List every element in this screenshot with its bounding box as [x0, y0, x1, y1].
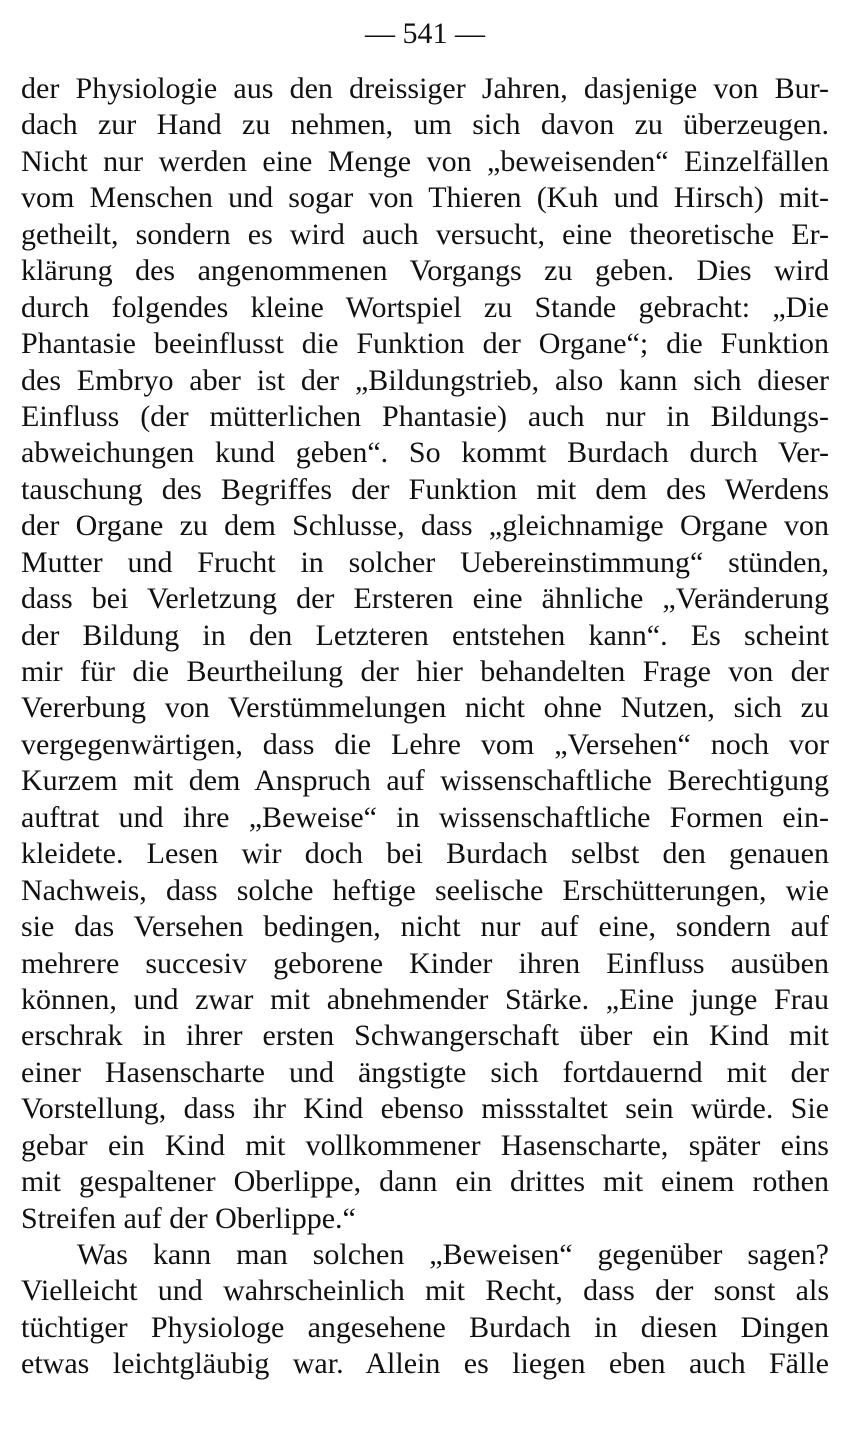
text-line: mehrere succesiv geborene Kinder ihren Einfluss ausüben: [21, 946, 829, 980]
text-line: tüchtiger Physiologe angesehene Burdach in diesen Dingen: [21, 1310, 829, 1344]
text-line: mir für die Beurtheilung der hier behandelten Frage von der: [21, 655, 829, 688]
text-line: vergegenwärtigen, dass die Lehre vom „Versehen“ noch vor: [21, 727, 829, 761]
text-line: Mutter und Frucht in solcher Uebereinstimmung“ stünden,: [21, 545, 829, 579]
text-line: einer Hasenscharte und ängstigte sich fortdauernd mit der: [21, 1055, 829, 1089]
text-line: Vererbung von Verstümmelungen nicht ohne Nutzen, sich zu: [21, 691, 829, 725]
text-line: mit gespaltener Oberlippe, dann ein drittes mit einem rothen: [21, 1165, 829, 1199]
text-line: kleidete. Lesen wir doch bei Burdach selbst den genauen: [21, 837, 829, 871]
text-line: tauschung des Begriffes der Funktion mit dem des Werdens: [21, 472, 829, 506]
text-line: auftrat und ihre „Beweise“ in wissenschaftliche Formen ein-: [21, 800, 829, 834]
text-line: vom Menschen und sogar von Thieren (Kuh und Hirsch) mit-: [21, 181, 829, 215]
text-line: Nicht nur werden eine Menge von „beweisenden“ Einzelfällen: [21, 144, 829, 178]
paragraph-first-line: Was kann man solchen „Beweisen“ gegenüber sagen?: [77, 1238, 829, 1271]
text-line: Einfluss (der mütterlichen Phantasie) auch nur in Bildungs-: [21, 399, 829, 433]
text-line: des Embryo aber ist der „Bildungstrieb, also kann sich dieser: [21, 363, 829, 397]
text-line: Kurzem mit dem Anspruch auf wissenschaftliche Berechtigung: [21, 764, 829, 798]
text-line: dass bei Verletzung der Ersteren eine ähnliche „Veränderung: [21, 582, 829, 616]
text-line: Vielleicht und wahrscheinlich mit Recht, dass der sonst als: [21, 1274, 829, 1308]
text-line: durch folgendes kleine Wortspiel zu Stande gebracht: „Die: [21, 290, 829, 324]
text-line: dach zur Hand zu nehmen, um sich davon zu überzeugen.: [21, 108, 829, 142]
body-text: [21, 71, 829, 1383]
page-number: — 541 —: [365, 17, 485, 50]
text-line: der Organe zu dem Schlusse, dass „gleichnamige Organe von: [21, 509, 829, 543]
text-line: Vorstellung, dass ihr Kind ebenso missstaltet sein würde. Sie: [21, 1092, 829, 1126]
paragraph-end-line: Streifen auf der Oberlippe.“: [21, 1201, 356, 1235]
text-line: getheilt, sondern es wird auch versucht, eine theoretische Er-: [21, 217, 829, 251]
text-line: Nachweis, dass solche heftige seelische Erschütterungen, wie: [21, 873, 829, 907]
text-line: der Bildung in den Letzteren entstehen kann“. Es scheint: [21, 618, 829, 652]
text-line: können, und zwar mit abnehmender Stärke. „Eine junge Frau: [21, 982, 829, 1016]
text-line: Phantasie beeinflusst die Funktion der Organe“; die Funktion: [21, 327, 829, 361]
text-line: gebar ein Kind mit vollkommener Hasenscharte, später eins: [21, 1128, 829, 1162]
text-line: abweichungen kund geben“. So kommt Burdach durch Ver-: [21, 436, 829, 470]
text-line: sie das Versehen bedingen, nicht nur auf eine, sondern auf: [21, 910, 829, 944]
text-line: klärung des angenommenen Vorgangs zu geben. Dies wird: [21, 254, 829, 288]
text-line: der Physiologie aus den dreissiger Jahren, dasjenige von Bur-: [21, 72, 829, 105]
text-line: erschrak in ihrer ersten Schwangerschaft über ein Kind mit: [21, 1019, 829, 1053]
text-line: etwas leichtgläubig war. Allein es liegen eben auch Fälle: [21, 1347, 829, 1381]
